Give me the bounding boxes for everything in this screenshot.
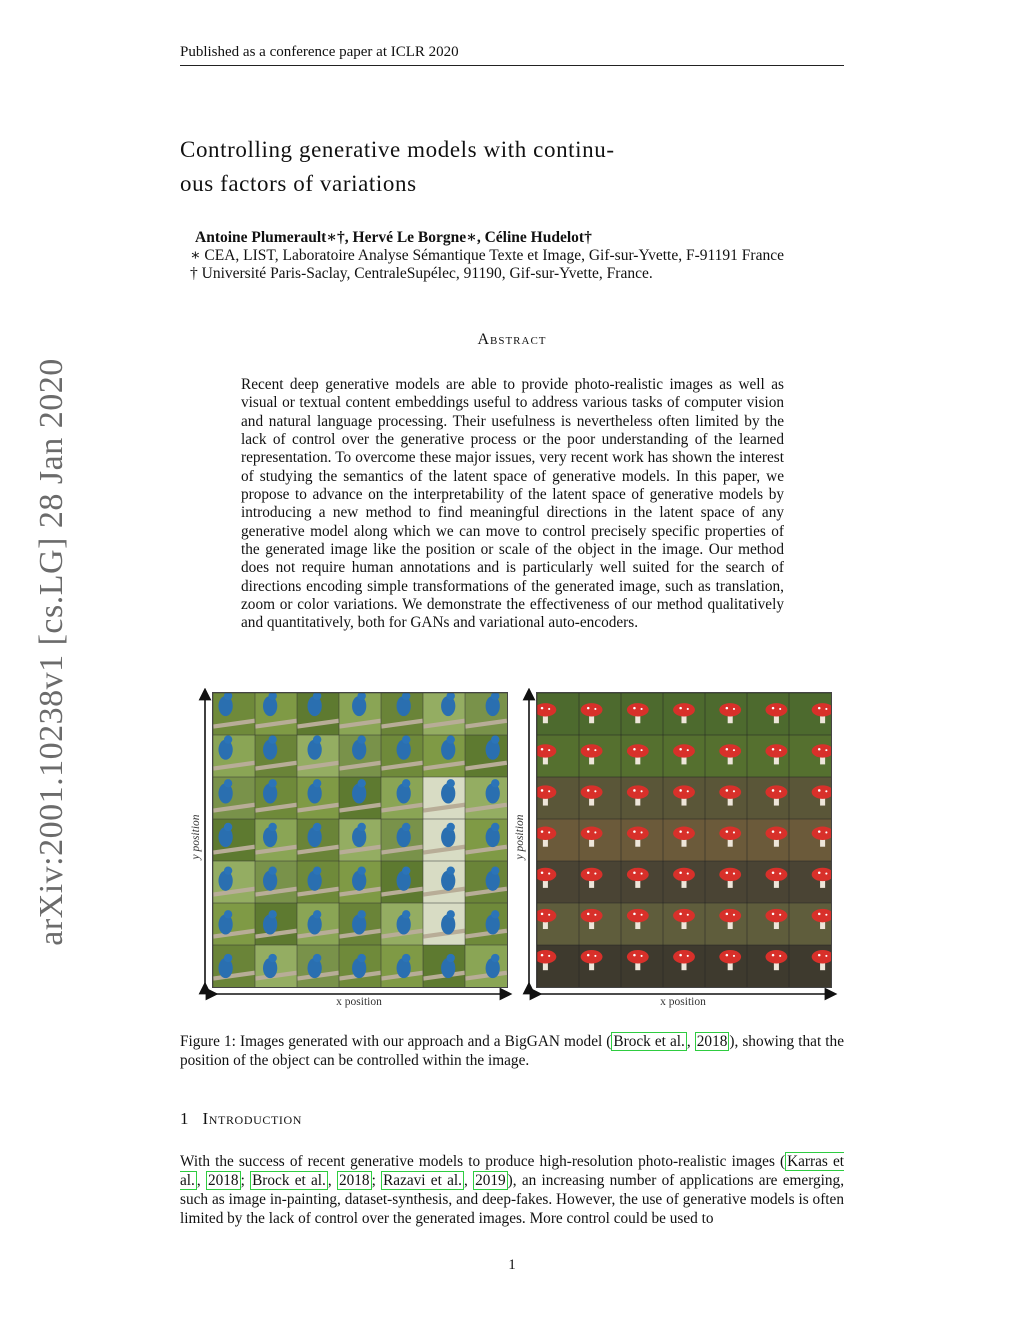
left-x-label: x position bbox=[336, 996, 382, 1008]
mushroom-tile bbox=[621, 777, 663, 819]
mushroom-tile bbox=[621, 861, 663, 903]
mushroom-tile bbox=[663, 777, 705, 819]
bird-tile bbox=[423, 819, 465, 861]
bird-tile bbox=[381, 693, 423, 735]
mushroom-tile bbox=[537, 735, 579, 777]
bird-image-grid bbox=[212, 692, 508, 988]
mushroom-tile bbox=[789, 777, 831, 819]
bird-tile bbox=[465, 693, 507, 735]
mushroom-tile bbox=[663, 693, 705, 735]
paper-title bbox=[180, 133, 844, 201]
mushroom-tile bbox=[747, 819, 789, 861]
section-number: 1 bbox=[180, 1109, 189, 1128]
bird-tile bbox=[297, 777, 339, 819]
mushroom-tile bbox=[705, 903, 747, 945]
mushroom-tile bbox=[789, 945, 831, 987]
bird-tile bbox=[213, 819, 255, 861]
citation-link[interactable]: Brock et al. bbox=[613, 1033, 685, 1050]
bird-tile bbox=[213, 735, 255, 777]
figure-left: y position x position bbox=[196, 688, 516, 1018]
bird-tile bbox=[255, 903, 297, 945]
citation-link[interactable]: Razavi et al. bbox=[383, 1172, 462, 1189]
bird-tile bbox=[255, 819, 297, 861]
bird-tile bbox=[465, 819, 507, 861]
mushroom-tile bbox=[747, 945, 789, 987]
citation-link[interactable]: 2018 bbox=[338, 1172, 370, 1189]
mushroom-tile bbox=[747, 693, 789, 735]
bird-tile bbox=[339, 861, 381, 903]
bird-tile bbox=[297, 945, 339, 987]
bird-tile bbox=[255, 861, 297, 903]
bird-tile bbox=[381, 819, 423, 861]
mushroom-tile bbox=[579, 819, 621, 861]
mushroom-tile bbox=[663, 903, 705, 945]
mushroom-tile bbox=[747, 735, 789, 777]
citation-link[interactable]: 2019 bbox=[475, 1172, 506, 1189]
bird-tile bbox=[297, 735, 339, 777]
mushroom-tile bbox=[537, 819, 579, 861]
bird-tile bbox=[339, 945, 381, 987]
mushroom-tile bbox=[705, 819, 747, 861]
citation-link[interactable]: Karras et al. bbox=[180, 1153, 844, 1189]
figure-caption: Figure 1: Images generated with our approach and a BigGAN model ( Brock et al. , 2018 ), showing that the position of the object can be controlled within the image. bbox=[180, 1033, 844, 1069]
mushroom-tile bbox=[789, 819, 831, 861]
bird-tile bbox=[213, 945, 255, 987]
section-title: Introduction bbox=[202, 1109, 303, 1128]
mushroom-tile bbox=[621, 693, 663, 735]
citation-link[interactable]: Brock et al. bbox=[252, 1172, 326, 1189]
mushroom-tile bbox=[621, 735, 663, 777]
mushroom-tile bbox=[705, 777, 747, 819]
affiliation-1: ∗ CEA, LIST, Laboratoire Analyse Sémantique Texte et Image, Gif-sur-Yvette, F-91191 France bbox=[190, 247, 784, 264]
figure-right: y position x position bbox=[519, 688, 839, 1018]
bird-tile bbox=[465, 735, 507, 777]
abstract-body: Recent deep generative models are able to provide photo-realistic images as well as visual or textual content embeddings useful to address various tasks of computer vision and natural language processing. Their usefulness is nevertheless often limited by the lack of control over the generative process or the poor understanding of the learned representation. To overcome these major issues, very recent work has shown the interest of studying the semantics of the latent space of generative models. In this paper, we propose to advance on the interpretability of the latent space of generative models by introducing a new method to find meaningful directions in the latent space of any generative model along which we can move to control precisely specific properties of the generated image like the position or scale of the object in the image. Our method does not require human annotations and is particularly well suited for the search of directions encoding simple transformations of the generated image, such as translation, zoom or color variations. We demonstrate the effectiveness of our method qualitatively and quantitatively, both for GANs and variational auto-encoders. bbox=[241, 376, 784, 632]
mushroom-tile bbox=[579, 945, 621, 987]
bird-tile bbox=[297, 693, 339, 735]
bird-tile bbox=[381, 861, 423, 903]
bird-tile bbox=[381, 903, 423, 945]
bird-tile bbox=[213, 693, 255, 735]
bird-tile bbox=[465, 945, 507, 987]
bird-tile bbox=[465, 903, 507, 945]
mushroom-tile bbox=[579, 777, 621, 819]
mushroom-image-grid bbox=[536, 692, 832, 988]
mushroom-tile bbox=[789, 693, 831, 735]
mushroom-tile bbox=[537, 777, 579, 819]
bird-tile bbox=[255, 735, 297, 777]
bird-tile bbox=[213, 903, 255, 945]
bird-tile bbox=[423, 693, 465, 735]
section-heading bbox=[180, 1109, 302, 1129]
bird-tile bbox=[339, 735, 381, 777]
mushroom-tile bbox=[663, 945, 705, 987]
mushroom-tile bbox=[579, 693, 621, 735]
bird-tile bbox=[339, 693, 381, 735]
author-list: Antoine Plumerault∗†, Hervé Le Borgne∗, Céline Hudelot† bbox=[195, 229, 592, 246]
bird-tile bbox=[465, 861, 507, 903]
bird-tile bbox=[255, 945, 297, 987]
bird-tile bbox=[255, 777, 297, 819]
mushroom-tile bbox=[705, 735, 747, 777]
mushroom-tile bbox=[537, 903, 579, 945]
bird-tile bbox=[465, 777, 507, 819]
mushroom-tile bbox=[621, 903, 663, 945]
mushroom-tile bbox=[579, 903, 621, 945]
bird-tile bbox=[297, 819, 339, 861]
running-header: Published as a conference paper at ICLR 2020 bbox=[180, 44, 844, 66]
mushroom-tile bbox=[537, 861, 579, 903]
title-line-1: Controlling generative models with continu- bbox=[180, 137, 615, 162]
bird-tile bbox=[423, 945, 465, 987]
bird-tile bbox=[381, 945, 423, 987]
mushroom-tile bbox=[705, 861, 747, 903]
mushroom-tile bbox=[789, 861, 831, 903]
bird-tile bbox=[297, 861, 339, 903]
mushroom-tile bbox=[663, 861, 705, 903]
mushroom-tile bbox=[705, 945, 747, 987]
bird-tile bbox=[381, 735, 423, 777]
mushroom-tile bbox=[537, 693, 579, 735]
mushroom-tile bbox=[747, 903, 789, 945]
bird-tile bbox=[297, 903, 339, 945]
bird-tile bbox=[423, 903, 465, 945]
mushroom-tile bbox=[747, 861, 789, 903]
mushroom-tile bbox=[789, 735, 831, 777]
mushroom-tile bbox=[747, 777, 789, 819]
intro-paragraph: With the success of recent generative models to produce high-resolution photo-realistic images ( Karras et al. , 2018 ; Brock et al. , 2018 ; Razavi et al. , 2019 ), an increasing number of applications are emerging, such as image in-painting, dataset-synthesis, and deep-fakes. However, the use of generative models is often limited by the lack of control over the generated images. More control could be used to bbox=[180, 1153, 845, 1227]
citation-link[interactable]: 2018 bbox=[696, 1033, 728, 1050]
abstract-heading: Abstract bbox=[477, 331, 547, 348]
bird-tile bbox=[339, 903, 381, 945]
mushroom-tile bbox=[663, 819, 705, 861]
mushroom-tile bbox=[621, 945, 663, 987]
mushroom-tile bbox=[663, 735, 705, 777]
mushroom-tile bbox=[579, 861, 621, 903]
bird-tile bbox=[339, 777, 381, 819]
bird-tile bbox=[339, 819, 381, 861]
bird-tile bbox=[423, 735, 465, 777]
affiliation-2: † Université Paris-Saclay, CentraleSupélec, 91190, Gif-sur-Yvette, France. bbox=[190, 265, 653, 282]
citation-link[interactable]: 2018 bbox=[207, 1172, 239, 1189]
bird-tile bbox=[255, 693, 297, 735]
bird-tile bbox=[213, 861, 255, 903]
right-x-label: x position bbox=[660, 996, 706, 1008]
bird-tile bbox=[213, 777, 255, 819]
bird-tile bbox=[381, 777, 423, 819]
mushroom-tile bbox=[579, 735, 621, 777]
bird-tile bbox=[423, 777, 465, 819]
mushroom-tile bbox=[621, 819, 663, 861]
bird-tile bbox=[423, 861, 465, 903]
mushroom-tile bbox=[705, 693, 747, 735]
mushroom-tile bbox=[537, 945, 579, 987]
page-number: 1 bbox=[508, 1257, 516, 1273]
mushroom-tile bbox=[789, 903, 831, 945]
arxiv-identifier: arXiv:2001.10238v1 [cs.LG] 28 Jan 2020 bbox=[33, 358, 70, 946]
title-line-2: ous factors of variations bbox=[180, 171, 417, 196]
